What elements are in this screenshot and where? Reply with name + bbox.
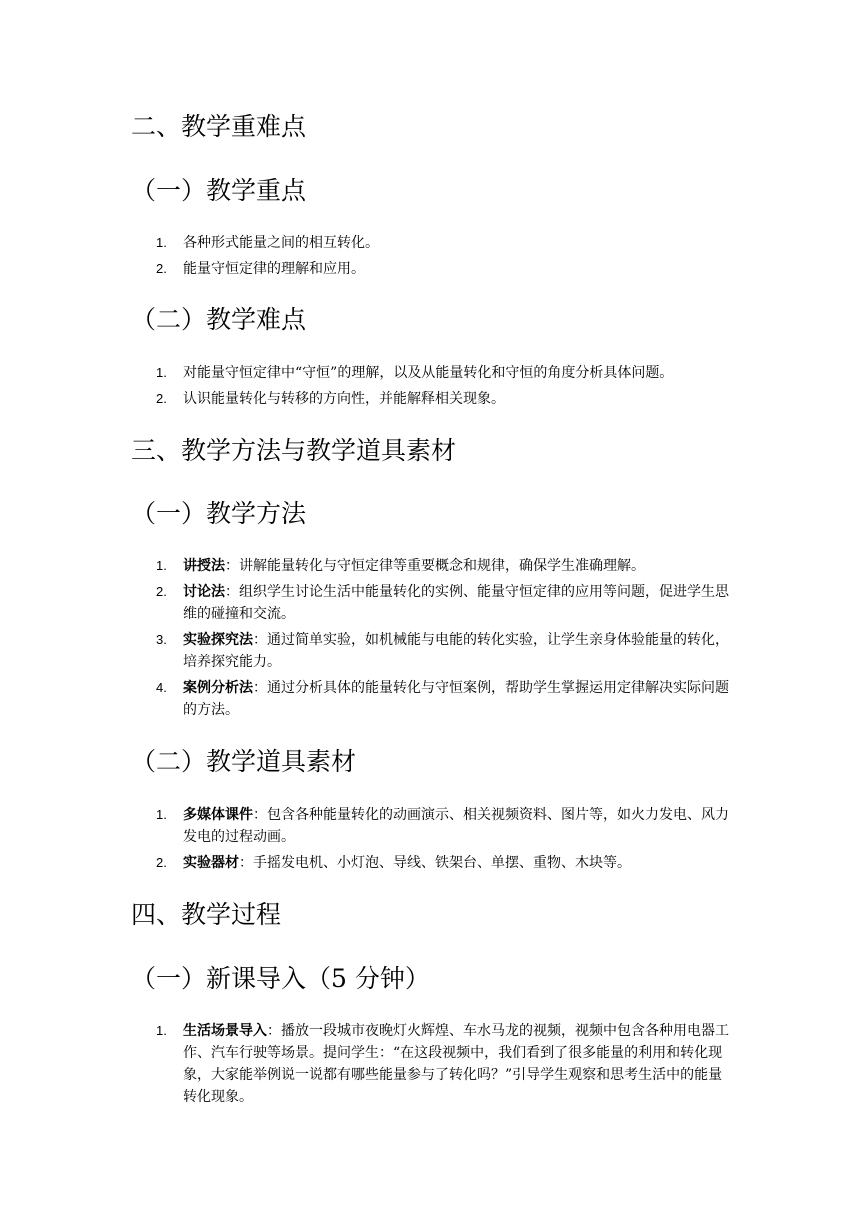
list-item: 4. 案例分析法：通过分析具体的能量转化与守恒案例，帮助学生掌握运用定律解决实际问题的方法。 [156,680,729,718]
subheading-methods: （一）教学方法 [131,499,307,528]
difficulties-list [131,362,731,414]
section-heading-teaching-process: 四、教学过程 [131,900,282,929]
subheading-difficulties: （二）教学难点 [131,305,307,334]
subheading-key-points: （一）教学重点 [131,176,307,205]
subheading-intro: （一）新课导入（5 分钟） [131,964,430,993]
list-item: 1. 讲授法：讲解能量转化与守恒定律等重要概念和规律，确保学生准确理解。 [156,558,645,574]
list-item: 1. 对能量守恒定律中“守恒”的理解，以及从能量转化和守恒的角度分析具体问题。 [156,365,674,381]
materials-list [131,804,731,878]
section-heading-methods-materials: 三、教学方法与教学道具素材 [131,436,457,465]
key-points-list [131,232,731,284]
list-item: 2. 认识能量转化与转移的方向性，并能解释相关现象。 [156,391,505,407]
intro-list [131,1020,731,1112]
subheading-materials: （二）教学道具素材 [131,747,357,776]
list-item: 2. 实验器材：手摇发电机、小灯泡、导线、铁架台、单摆、重物、木块等。 [156,855,631,871]
list-item: 1. 生活场景导入：播放一段城市夜晚灯火辉煌、车水马龙的视频，视频中包含各种用电器工作、汽车行驶等场景。提问学生：“在这段视频中，我们看到了很多能量的利用和转化现象，大家能举例说一说都有哪些能量参与了转化吗？”引导学生观察和思考生活中的能量转化现象。 [156,1023,729,1105]
list-item: 2. 能量守恒定律的理解和应用。 [156,261,365,277]
list-item: 1. 多媒体课件：包含各种能量转化的动画演示、相关视频资料、图片等，如火力发电、风力发电的过程动画。 [156,807,729,845]
methods-list [131,555,731,725]
list-item: 3. 实验探究法：通过简单实验，如机械能与电能的转化实验，让学生亲身体验能量的转化，培养探究能力。 [156,632,729,670]
section-heading-key-difficult-points: 二、教学重难点 [131,112,307,141]
list-item: 2. 讨论法：组织学生讨论生活中能量转化的实例、能量守恒定律的应用等问题，促进学生思维的碰撞和交流。 [156,584,729,622]
list-item: 1. 各种形式能量之间的相互转化。 [156,235,379,251]
